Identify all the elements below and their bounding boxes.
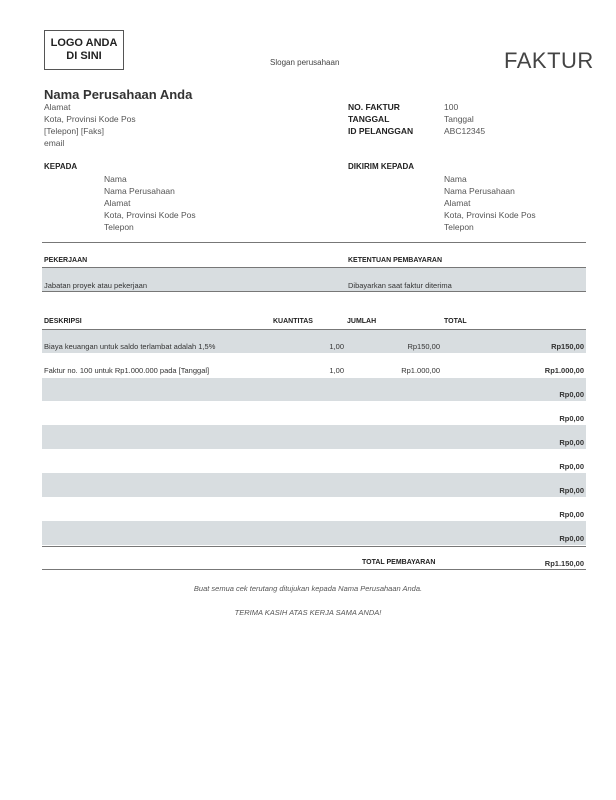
document-title: FAKTUR xyxy=(504,48,594,73)
job-label: PEKERJAAN xyxy=(44,257,88,264)
company-name: Nama Perusahaan Anda xyxy=(44,87,193,102)
company-phone: [Telepon] [Faks] xyxy=(44,126,105,136)
col-description: DESKRIPSI xyxy=(44,318,82,325)
thank-you-message: TERIMA KASIH ATAS KERJA SAMA ANDA! xyxy=(234,608,382,617)
row-1-total: Rp150,00 xyxy=(551,342,584,351)
bill-to-phone: Telepon xyxy=(104,222,134,232)
invoice-date-value: Tanggal xyxy=(444,114,474,124)
invoice-no-label: NO. FAKTUR xyxy=(348,102,400,112)
grand-total-label: TOTAL PEMBAYARAN xyxy=(362,559,436,566)
bill-to-name: Nama xyxy=(104,174,127,184)
bill-to-label: KEPADA xyxy=(44,162,78,171)
job-value: Jabatan proyek atau pekerjaan xyxy=(44,281,147,290)
ship-to-name: Nama xyxy=(444,174,467,184)
row-7-total: Rp0,00 xyxy=(559,486,584,495)
ship-to-company: Nama Perusahaan xyxy=(444,186,515,196)
company-city: Kota, Provinsi Kode Pos xyxy=(44,114,136,124)
ship-to-city: Kota, Provinsi Kode Pos xyxy=(444,210,536,220)
row-3-total: Rp0,00 xyxy=(559,390,584,399)
divider xyxy=(42,291,586,292)
customer-id-label: ID PELANGGAN xyxy=(348,126,414,136)
payment-terms-label: KETENTUAN PEMBAYARAN xyxy=(348,257,442,264)
row-2-description: Faktur no. 100 untuk Rp1.000.000 pada [Tanggal] xyxy=(44,366,210,375)
logo-placeholder xyxy=(44,30,124,70)
ship-to-block xyxy=(444,173,536,233)
customer-id-value: ABC12345 xyxy=(444,126,486,136)
col-total: TOTAL xyxy=(444,318,467,325)
bill-to-company: Nama Perusahaan xyxy=(104,186,175,196)
bill-to-city: Kota, Provinsi Kode Pos xyxy=(104,210,196,220)
invoice-date-label: TANGGAL xyxy=(348,114,390,124)
row-1-description: Biaya keuangan untuk saldo terlambat adalah 1,5% xyxy=(44,342,216,351)
row-2-quantity: 1,00 xyxy=(329,366,344,375)
row-2-total: Rp1.000,00 xyxy=(544,366,584,375)
row-4-total: Rp0,00 xyxy=(559,414,584,423)
row-9-total: Rp0,00 xyxy=(559,534,584,543)
company-info xyxy=(44,101,136,149)
bill-to-block xyxy=(104,173,196,233)
company-email: email xyxy=(44,138,65,148)
row-1-quantity: 1,00 xyxy=(329,342,344,351)
company-address: Alamat xyxy=(44,102,71,112)
grand-total-value: Rp1.150,00 xyxy=(544,559,584,568)
divider xyxy=(42,546,586,547)
row-5-total: Rp0,00 xyxy=(559,438,584,447)
payment-terms-value: Dibayarkan saat faktur diterima xyxy=(348,281,452,290)
col-amount: JUMLAH xyxy=(347,318,377,325)
divider xyxy=(42,569,586,570)
invoice-no-value: 100 xyxy=(444,102,459,112)
divider xyxy=(42,242,586,243)
logo-text: LOGO ANDA DI SINI xyxy=(50,37,118,62)
ship-to-label: DIKIRIM KEPADA xyxy=(348,162,415,171)
bill-to-address: Alamat xyxy=(104,198,131,208)
invoice-meta-labels xyxy=(348,101,413,137)
ship-to-address: Alamat xyxy=(444,198,471,208)
payment-note: Buat semua cek terutang ditujukan kepada Nama Perusahaan Anda. xyxy=(193,584,423,593)
invoice-meta-values xyxy=(444,101,485,137)
company-slogan: Slogan perusahaan xyxy=(270,58,340,67)
row-1-amount: Rp150,00 xyxy=(407,342,440,351)
col-quantity: KUANTITAS xyxy=(273,318,313,325)
row-8-total: Rp0,00 xyxy=(559,510,584,519)
row-2-amount: Rp1.000,00 xyxy=(401,366,440,375)
row-6-total: Rp0,00 xyxy=(559,462,584,471)
ship-to-phone: Telepon xyxy=(444,222,474,232)
